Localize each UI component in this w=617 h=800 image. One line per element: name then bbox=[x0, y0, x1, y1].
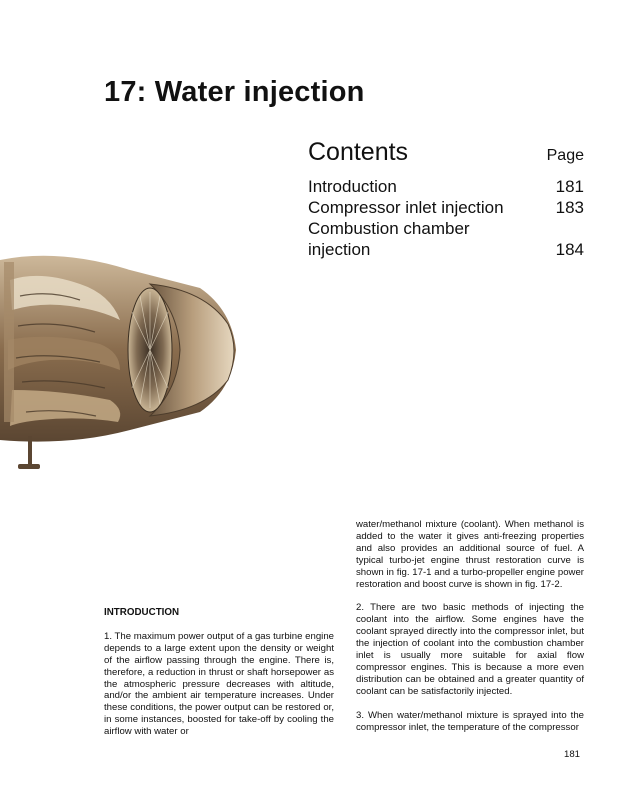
toc-entry-label: Introduction bbox=[308, 177, 397, 196]
paragraph-2: 2. There are two basic methods of injecting the coolant into the airflow. Some engines have the coolant sprayed directly into the compressor inlet, but the injection of coolant into the combustion chamber inlet is usually more suitable for axial flow compressor engines. This is because a more even distribution can be obtained and a greater quantity of coolant can be satisfactorily injected. bbox=[356, 602, 584, 697]
paragraph-1-continued: water/methanol mixture (coolant). When methanol is added to the water it gives anti-freezing properties and also provides an additional source of fuel. A typical turbo-jet engine thrust restoration curve is shown in fig. 17-1 and a turbo-propeller engine power restoration and boost curve is shown in fig. 17-2. bbox=[356, 519, 584, 590]
section-heading-introduction: INTRODUCTION bbox=[104, 607, 180, 618]
contents-header bbox=[308, 138, 584, 176]
toc-entry-compressor-inlet-injection[interactable] bbox=[308, 197, 584, 218]
body-column-right bbox=[356, 519, 584, 746]
contents-page-label: Page bbox=[546, 147, 584, 164]
toc-entry-page: 184 bbox=[555, 240, 584, 259]
chapter-title: 17: Water injection bbox=[104, 76, 365, 108]
toc-entry-page: 183 bbox=[555, 198, 584, 217]
paragraph-1: 1. The maximum power output of a gas turbine engine depends to a large extent upon the density or weight of the airflow passing through the engine. There is, therefore, a reduction in thrust or shaft horsepower as the atmospheric pressure decreases with altitude, and/or the ambient air temperature increases. Under these conditions, the power output can be restored or, in some instances, boosted for take-off by cooling the airflow with water or bbox=[104, 630, 334, 738]
paragraph-3: 3. When water/methanol mixture is sprayed into the compressor inlet, the temperature of the compressor bbox=[356, 709, 584, 733]
body-column-left bbox=[104, 607, 334, 750]
toc-entry-introduction[interactable] bbox=[308, 176, 584, 197]
page-number: 181 bbox=[564, 749, 581, 760]
turbine-engine-cutaway-illustration bbox=[0, 240, 240, 480]
toc-entry-label: Combustion chamber injection bbox=[308, 219, 470, 259]
contents-panel bbox=[308, 138, 584, 260]
toc-entry-page: 181 bbox=[555, 177, 584, 196]
toc-entry-label: Compressor inlet injection bbox=[308, 198, 504, 217]
contents-heading: Contents bbox=[308, 138, 409, 166]
toc-entry-combustion-chamber-injection[interactable] bbox=[308, 218, 584, 260]
